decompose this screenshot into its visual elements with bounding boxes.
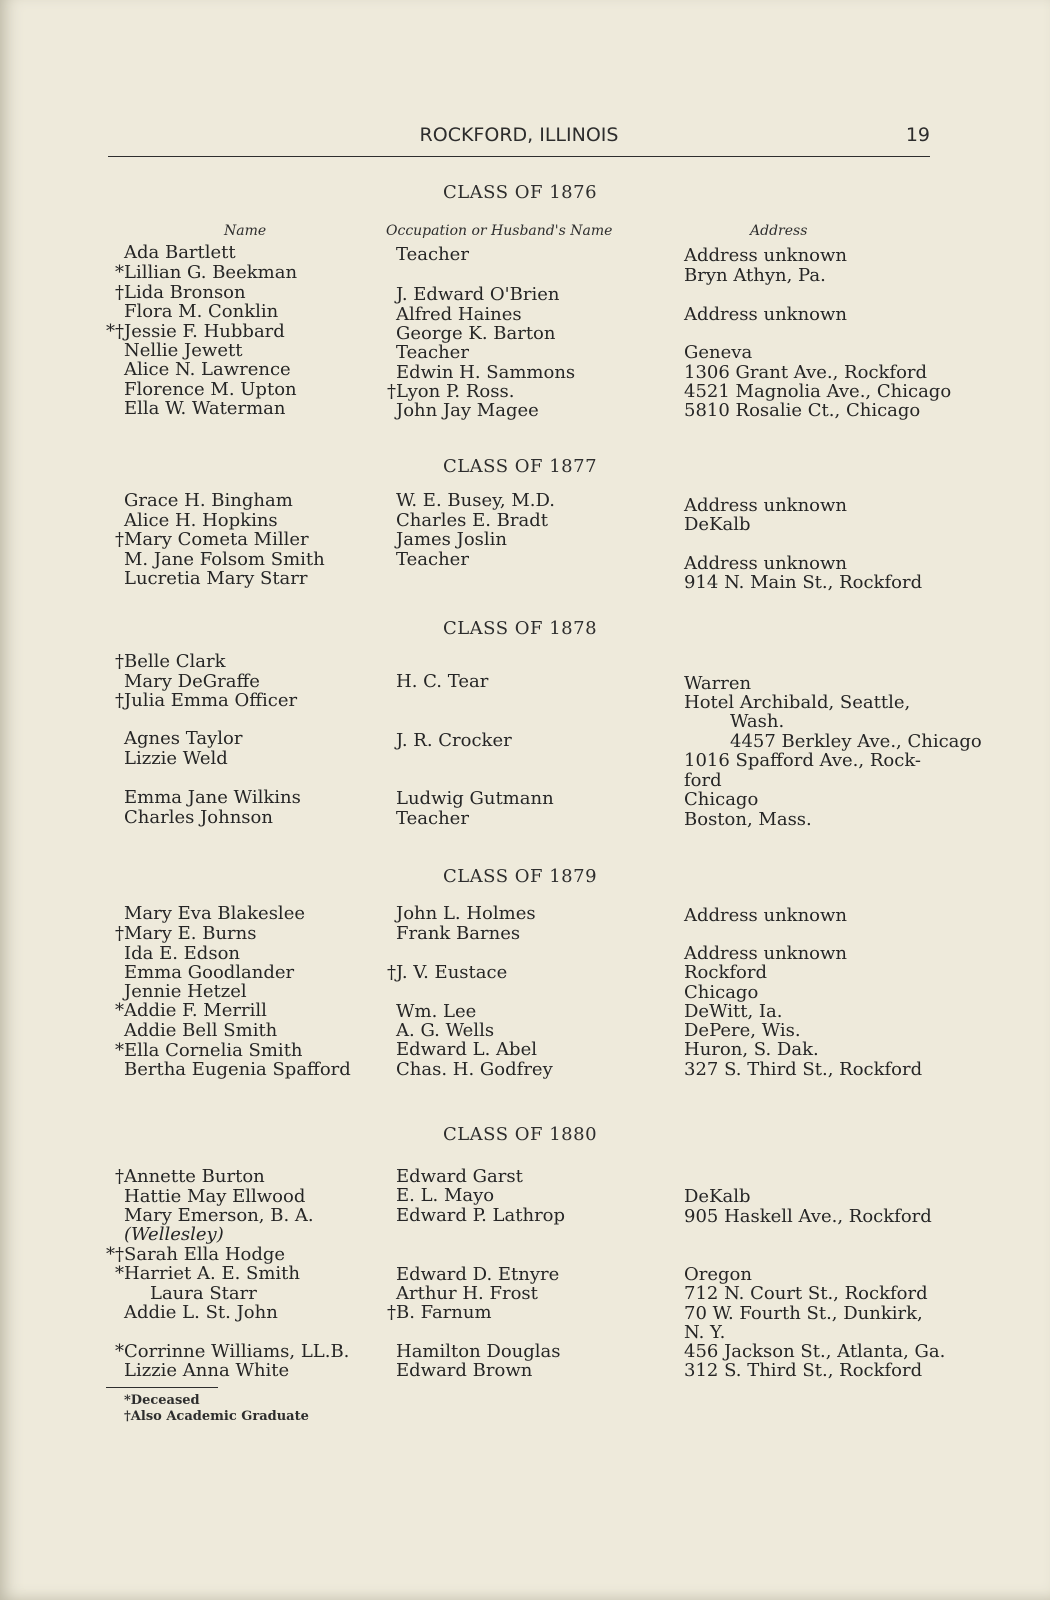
footnote-marker: *	[115, 1000, 124, 1021]
page-title: ROCKFORD, ILLINOIS	[419, 124, 619, 146]
address	[666, 305, 847, 325]
address	[666, 1187, 751, 1207]
graduate-name	[106, 652, 226, 672]
graduate-name	[106, 569, 308, 589]
address	[666, 944, 847, 964]
footnote-marker: *†	[106, 321, 124, 342]
footnote-marker: *	[115, 1040, 124, 1061]
class-heading: CLASS OF 1880	[442, 1124, 598, 1145]
entry-text: Huron, S. Dak.	[684, 1039, 819, 1060]
entry-text: 5810 Rosalie Ct., Chicago	[684, 400, 921, 421]
entry-text: Ada Bartlett	[124, 242, 236, 263]
entry-text: ford	[684, 770, 722, 791]
entry-text: Teacher	[396, 342, 469, 363]
graduate-name	[106, 904, 305, 924]
graduate-name	[106, 1021, 277, 1041]
entry-text: Mary Cometa Miller	[124, 529, 309, 550]
entry-text: Addie F. Merrill	[124, 1000, 267, 1021]
entry-text: Corrinne Williams, LL.B.	[124, 1341, 350, 1362]
graduate-name	[106, 1187, 305, 1207]
entry-text: 312 S. Third St., Rockford	[684, 1360, 923, 1381]
entry-text: Ida E. Edson	[124, 943, 240, 964]
entry-text: Edwin H. Sammons	[396, 362, 576, 383]
occupation-or-husband	[378, 924, 520, 944]
entry-text: Mary E. Burns	[124, 923, 257, 944]
address	[666, 771, 722, 791]
address	[666, 401, 920, 421]
entry-text: Addie Bell Smith	[124, 1020, 278, 1041]
occupation-or-husband	[378, 382, 514, 402]
graduate-name	[106, 924, 257, 944]
occupation-or-husband	[378, 324, 556, 344]
graduate-name	[106, 1060, 351, 1080]
entry-text: Lyon P. Ross.	[396, 381, 515, 402]
column-header-name: Name	[224, 223, 267, 239]
entry-text: Bryn Athyn, Pa.	[684, 265, 826, 286]
occupation-or-husband	[378, 1167, 523, 1187]
graduate-name	[106, 1041, 303, 1061]
column-header-address: Address	[750, 223, 808, 239]
entry-text: J. V. Eustace	[396, 962, 508, 983]
entry-text: James Joslin	[396, 529, 508, 550]
entry-text: 712 N. Court St., Rockford	[684, 1283, 928, 1304]
entry-text: George K. Barton	[396, 323, 556, 344]
entry-text: Warren	[684, 673, 752, 694]
occupation-or-husband	[378, 245, 469, 265]
entry-text: Chicago	[684, 982, 759, 1003]
footnote-marker: †	[115, 529, 124, 550]
occupation-or-husband	[378, 1186, 494, 1206]
occupation-or-husband	[378, 1361, 532, 1381]
footnote-marker: †	[115, 690, 124, 711]
entry-text: H. C. Tear	[396, 671, 489, 692]
graduate-name	[106, 691, 297, 711]
graduate-name	[106, 1245, 285, 1265]
entry-text: John Jay Magee	[396, 400, 539, 421]
entry-text: Geneva	[684, 342, 753, 363]
occupation-or-husband	[378, 401, 539, 421]
footnote-rule	[106, 1387, 218, 1388]
address	[666, 1265, 752, 1285]
occupation-or-husband	[378, 904, 536, 924]
address	[666, 1342, 945, 1362]
entry-text: Jennie Hetzel	[124, 981, 247, 1002]
entry-text: 905 Haskell Ave., Rockford	[684, 1206, 932, 1227]
occupation-or-husband	[378, 550, 469, 570]
entry-text: Arthur H. Frost	[396, 1283, 538, 1304]
graduate-name	[106, 263, 297, 283]
graduate-name	[106, 491, 293, 511]
entry-text: Ella W. Waterman	[124, 398, 286, 419]
graduate-name	[106, 511, 278, 531]
graduate-name	[106, 1284, 257, 1304]
entry-text: Addie L. St. John	[124, 1302, 278, 1323]
footnote-deceased: *Deceased	[124, 1393, 200, 1408]
entry-text: Alfred Haines	[396, 304, 522, 325]
entry-text: Edward Garst	[396, 1166, 523, 1187]
page-number: 19	[905, 124, 930, 146]
address	[666, 751, 921, 771]
entry-text: Edward L. Abel	[396, 1039, 537, 1060]
graduate-name	[106, 550, 325, 570]
address	[666, 554, 847, 574]
entry-text: Alice N. Lawrence	[124, 359, 291, 380]
address	[666, 343, 752, 363]
occupation-or-husband	[378, 491, 555, 511]
graduate-name	[106, 788, 301, 808]
footnote-marker: †	[115, 282, 124, 303]
entry-text: B. Farnum	[396, 1302, 492, 1323]
graduate-name	[106, 380, 297, 400]
entry-text: 1306 Grant Ave., Rockford	[684, 362, 928, 383]
entry-text: Sarah Ella Hodge	[124, 1244, 286, 1265]
footnote-marker: *†	[106, 1244, 124, 1265]
graduate-name	[106, 729, 242, 749]
occupation-or-husband	[378, 1206, 565, 1226]
address	[666, 674, 751, 694]
address	[666, 1207, 932, 1227]
graduate-name	[106, 1303, 278, 1323]
occupation-or-husband	[378, 1342, 561, 1362]
address	[666, 1040, 819, 1060]
address	[666, 1361, 922, 1381]
graduate-name	[106, 672, 260, 692]
address	[666, 963, 767, 983]
address	[666, 573, 922, 593]
entry-text: DeWitt, Ia.	[684, 1001, 783, 1022]
address	[666, 693, 910, 713]
occupation-or-husband	[378, 1303, 492, 1323]
entry-text: Address unknown	[684, 905, 848, 926]
address	[666, 983, 758, 1003]
graduate-name	[106, 302, 278, 322]
occupation-or-husband	[378, 511, 548, 531]
entry-text: Hamilton Douglas	[396, 1341, 561, 1362]
entry-text: John L. Holmes	[396, 903, 536, 924]
graduate-name	[106, 360, 291, 380]
graduate-name	[106, 1342, 349, 1362]
footnote-marker: †	[115, 651, 124, 672]
footnote-marker: *	[115, 1263, 124, 1284]
class-heading: CLASS OF 1877	[442, 456, 598, 477]
occupation-or-husband	[378, 1060, 553, 1080]
entry-text: J. Edward O'Brien	[396, 284, 560, 305]
graduate-name	[106, 808, 273, 828]
entry-text: Address unknown	[684, 943, 848, 964]
graduate-name	[106, 530, 309, 550]
footnote-marker: †	[115, 923, 124, 944]
entry-text: Address unknown	[684, 553, 848, 574]
entry-text: Edward P. Lathrop	[396, 1205, 566, 1226]
occupation-or-husband	[378, 809, 469, 829]
address	[666, 515, 751, 535]
occupation-or-husband	[378, 963, 507, 983]
entry-text: Emma Jane Wilkins	[124, 787, 301, 808]
occupation-or-husband	[378, 1265, 559, 1285]
graduate-name	[106, 944, 240, 964]
entry-text: Edward D. Etnyre	[396, 1264, 560, 1285]
graduate-name	[106, 1264, 300, 1284]
address	[666, 790, 758, 810]
class-heading: CLASS OF 1879	[442, 866, 598, 887]
entry-text: 70 W. Fourth St., Dunkirk,	[684, 1303, 923, 1324]
entry-text: Grace H. Bingham	[124, 490, 293, 511]
address	[666, 363, 927, 383]
address	[666, 732, 982, 752]
occupation-or-husband	[378, 1040, 537, 1060]
occupation-or-husband	[378, 1021, 494, 1041]
graduate-name	[106, 283, 246, 303]
entry-text: DeKalb	[684, 1186, 751, 1207]
graduate-name	[106, 1361, 289, 1381]
entry-text: Lillian G. Beekman	[124, 262, 298, 283]
graduate-name	[106, 963, 294, 983]
entry-text: Address unknown	[684, 245, 848, 266]
address	[666, 1284, 928, 1304]
entry-text: Lizzie Anna White	[124, 1360, 290, 1381]
entry-text: A. G. Wells	[396, 1020, 495, 1041]
graduate-name	[106, 322, 285, 342]
entry-text: DeKalb	[684, 514, 751, 535]
entry-text: 1016 Spafford Ave., Rock-	[684, 750, 921, 771]
entry-text: Chas. H. Godfrey	[396, 1059, 553, 1080]
entry-text: M. Jane Folsom Smith	[124, 549, 325, 570]
entry-text: Alice H. Hopkins	[124, 510, 278, 531]
entry-text: Hotel Archibald, Seattle,	[684, 692, 911, 713]
entry-text: Charles Johnson	[124, 807, 273, 828]
graduate-name	[106, 399, 285, 419]
entry-text: Wash.	[730, 711, 785, 732]
footnote-marker: †	[387, 1302, 396, 1323]
class-heading: CLASS OF 1876	[442, 182, 598, 203]
address	[666, 1002, 783, 1022]
entry-text: Belle Clark	[124, 651, 226, 672]
address	[666, 906, 847, 926]
entry-text: Lucretia Mary Starr	[124, 568, 308, 589]
entry-text: Edward Brown	[396, 1360, 533, 1381]
graduate-name	[106, 1225, 224, 1245]
footnote-marker: †	[115, 1166, 124, 1187]
entry-text: (Wellesley)	[124, 1224, 224, 1245]
entry-text: Jessie F. Hubbard	[124, 321, 285, 342]
entry-text: 4521 Magnolia Ave., Chicago	[684, 381, 952, 402]
entry-text: W. E. Busey, M.D.	[396, 490, 555, 511]
graduate-name	[106, 749, 228, 769]
footnote-marker: †	[387, 381, 396, 402]
footnote-marker: *	[115, 1341, 124, 1362]
entry-text: Mary Emerson, B. A.	[124, 1205, 314, 1226]
occupation-or-husband	[378, 363, 575, 383]
entry-text: 327 S. Third St., Rockford	[684, 1059, 923, 1080]
entry-text: 456 Jackson St., Atlanta, Ga.	[684, 1341, 946, 1362]
entry-text: N. Y.	[684, 1322, 726, 1343]
entry-text: Rockford	[684, 962, 768, 983]
occupation-or-husband	[378, 731, 512, 751]
occupation-or-husband	[378, 285, 559, 305]
graduate-name	[106, 982, 247, 1002]
class-heading: CLASS OF 1878	[442, 618, 598, 639]
graduate-name	[106, 341, 242, 361]
entry-text: Ludwig Gutmann	[396, 788, 554, 809]
entry-text: Annette Burton	[124, 1166, 265, 1187]
entry-text: Mary Eva Blakeslee	[124, 903, 305, 924]
occupation-or-husband	[378, 343, 469, 363]
entry-text: Teacher	[396, 549, 469, 570]
entry-text: Harriet A. E. Smith	[124, 1263, 301, 1284]
address	[666, 1021, 801, 1041]
occupation-or-husband	[378, 1284, 538, 1304]
address	[666, 266, 826, 286]
occupation-or-husband	[378, 672, 488, 692]
occupation-or-husband	[378, 789, 554, 809]
entry-text: Bertha Eugenia Spafford	[124, 1059, 351, 1080]
entry-text: Mary DeGraffe	[124, 671, 260, 692]
entry-text: Julia Emma Officer	[124, 690, 298, 711]
entry-text: Nellie Jewett	[124, 340, 243, 361]
footnote-marker: †	[387, 962, 396, 983]
address	[666, 496, 847, 516]
entry-text: Hattie May Ellwood	[124, 1186, 306, 1207]
entry-text: Ella Cornelia Smith	[124, 1040, 303, 1061]
address	[666, 1060, 922, 1080]
entry-text: Laura Starr	[150, 1283, 257, 1304]
footnote-marker: *	[115, 262, 124, 283]
address	[666, 1304, 923, 1324]
entry-text: Charles E. Bradt	[396, 510, 548, 531]
entry-text: Teacher	[396, 808, 469, 829]
entry-text: 914 N. Main St., Rockford	[684, 572, 923, 593]
footnote-academic: †Also Academic Graduate	[124, 1409, 309, 1424]
entry-text: Florence M. Upton	[124, 379, 297, 400]
occupation-or-husband	[378, 1002, 476, 1022]
graduate-name	[106, 1206, 314, 1226]
graduate-name	[106, 1001, 267, 1021]
entry-text: Boston, Mass.	[684, 809, 812, 830]
entry-text: J. R. Crocker	[396, 730, 512, 751]
entry-text: Address unknown	[684, 304, 848, 325]
entry-text: Emma Goodlander	[124, 962, 295, 983]
address	[666, 712, 784, 732]
entry-text: Agnes Taylor	[124, 728, 243, 749]
entry-text: Frank Barnes	[396, 923, 521, 944]
entry-text: 4457 Berkley Ave., Chicago	[730, 731, 982, 752]
address	[666, 246, 847, 266]
address	[666, 1323, 725, 1343]
occupation-or-husband	[378, 530, 507, 550]
entry-text: Chicago	[684, 789, 759, 810]
entry-text: E. L. Mayo	[396, 1185, 495, 1206]
entry-text: Flora M. Conklin	[124, 301, 279, 322]
entry-text: Teacher	[396, 244, 469, 265]
entry-text: Lida Bronson	[124, 282, 246, 303]
column-header-occupation: Occupation or Husband's Name	[386, 223, 613, 239]
entry-text: DePere, Wis.	[684, 1020, 801, 1041]
entry-text: Wm. Lee	[396, 1001, 477, 1022]
occupation-or-husband	[378, 305, 522, 325]
entry-text: Address unknown	[684, 495, 848, 516]
page-header	[108, 118, 930, 157]
address	[666, 382, 951, 402]
entry-text: Oregon	[684, 1264, 752, 1285]
entry-text: Lizzie Weld	[124, 748, 228, 769]
graduate-name	[106, 1167, 265, 1187]
address	[666, 810, 812, 830]
graduate-name	[106, 243, 236, 263]
